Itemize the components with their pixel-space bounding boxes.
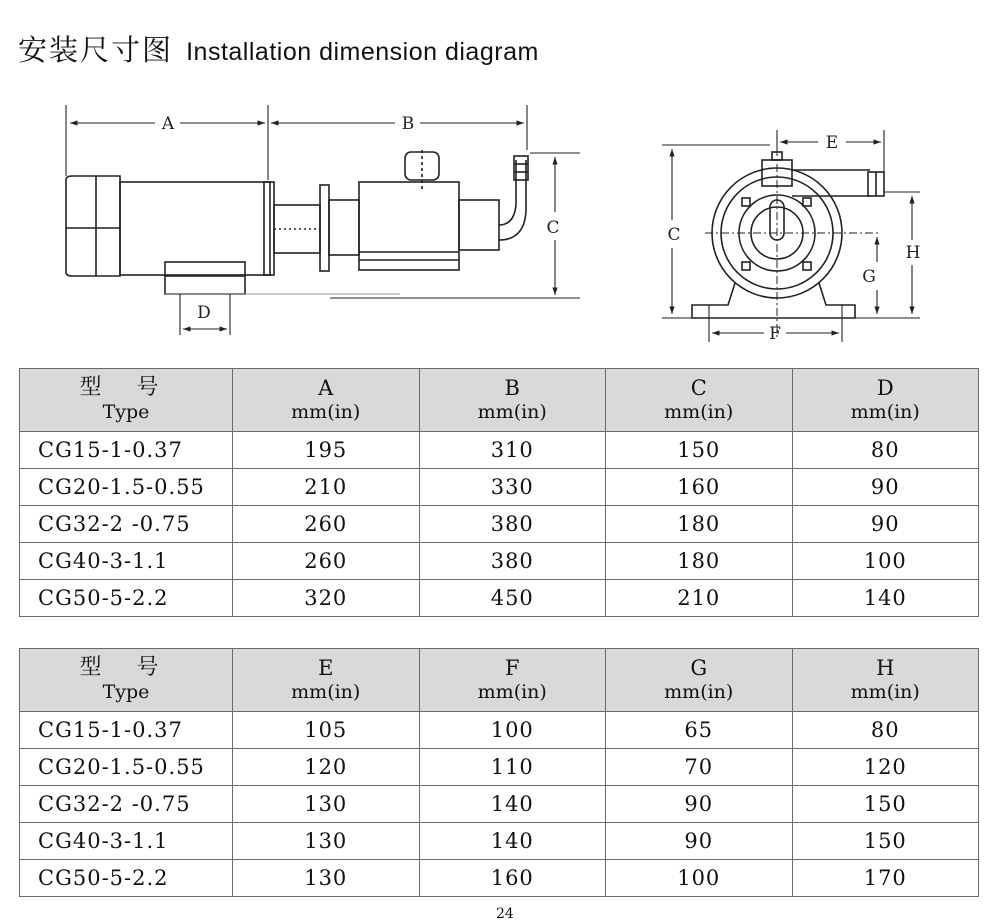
dim-label-b: B	[401, 114, 415, 134]
table-row	[20, 543, 979, 580]
header-unit: mm(in)	[291, 681, 361, 703]
cell-value: 260	[233, 543, 420, 580]
dim-label-e: E	[825, 133, 839, 153]
header-col: C	[690, 376, 707, 400]
installation-diagram	[0, 0, 1000, 360]
table-row	[20, 860, 979, 897]
side-view-dimensions	[66, 105, 580, 335]
header-unit: mm(in)	[664, 401, 734, 423]
cell-value: 180	[606, 543, 793, 580]
cell-model: CG20-1.5-0.55	[20, 749, 233, 786]
cell-value: 120	[233, 749, 420, 786]
cell-value: 380	[419, 506, 606, 543]
dim-label-c-side: C	[546, 218, 560, 238]
cell-model: CG32-2 -0.75	[20, 786, 233, 823]
header-c	[606, 369, 793, 432]
header-g	[606, 649, 793, 712]
table-row	[20, 580, 979, 617]
title-english: Installation dimension diagram	[186, 38, 539, 66]
cell-value: 160	[419, 860, 606, 897]
cell-value: 180	[606, 506, 793, 543]
cell-value: 260	[233, 506, 420, 543]
table-header-row	[20, 649, 979, 712]
table-row	[20, 823, 979, 860]
cell-value: 195	[233, 432, 420, 469]
header-type	[20, 649, 233, 712]
header-h	[792, 649, 979, 712]
pump-front-view	[692, 148, 884, 340]
table-row	[20, 469, 979, 506]
header-unit: mm(in)	[477, 681, 547, 703]
header-col: E	[318, 656, 334, 680]
header-unit: mm(in)	[477, 401, 547, 423]
cell-value: 80	[792, 712, 979, 749]
header-col: A	[318, 376, 334, 400]
header-col: F	[504, 656, 520, 680]
header-type-en: Type	[102, 401, 150, 423]
dimension-table-a-d	[19, 368, 979, 617]
table-row	[20, 506, 979, 543]
table-row	[20, 712, 979, 749]
cell-value: 210	[606, 580, 793, 617]
front-view-dimensions	[662, 130, 920, 342]
cell-value: 100	[606, 860, 793, 897]
header-unit: mm(in)	[664, 681, 734, 703]
cell-value: 90	[606, 786, 793, 823]
cell-value: 150	[606, 432, 793, 469]
cell-value: 100	[419, 712, 606, 749]
dimension-table-e-h	[19, 648, 979, 897]
cell-value: 320	[233, 580, 420, 617]
cell-model: CG15-1-0.37	[20, 432, 233, 469]
header-a	[233, 369, 420, 432]
cell-value: 90	[792, 469, 979, 506]
cell-value: 120	[792, 749, 979, 786]
header-unit: mm(in)	[850, 401, 920, 423]
cell-value: 450	[419, 580, 606, 617]
cell-value: 140	[419, 786, 606, 823]
cell-model: CG50-5-2.2	[20, 860, 233, 897]
cell-value: 130	[233, 823, 420, 860]
header-unit: mm(in)	[850, 681, 920, 703]
pump-side-view	[66, 150, 528, 294]
header-col: G	[690, 656, 708, 680]
cell-value: 90	[792, 506, 979, 543]
cell-value: 150	[792, 823, 979, 860]
cell-model: CG40-3-1.1	[20, 823, 233, 860]
table-row	[20, 432, 979, 469]
header-type	[20, 369, 233, 432]
page-number: 24	[496, 906, 514, 922]
header-unit: mm(in)	[291, 401, 361, 423]
cell-value: 90	[606, 823, 793, 860]
cell-value: 170	[792, 860, 979, 897]
header-col: H	[876, 656, 895, 680]
title-chinese: 安装尺寸图	[18, 33, 174, 67]
table-row	[20, 749, 979, 786]
header-f	[419, 649, 606, 712]
cell-value: 210	[233, 469, 420, 506]
header-col: B	[504, 376, 520, 400]
cell-value: 80	[792, 432, 979, 469]
cell-value: 160	[606, 469, 793, 506]
cell-value: 65	[606, 712, 793, 749]
cell-model: CG40-3-1.1	[20, 543, 233, 580]
header-d	[792, 369, 979, 432]
cell-value: 140	[792, 580, 979, 617]
cell-value: 130	[233, 860, 420, 897]
cell-value: 100	[792, 543, 979, 580]
cell-model: CG32-2 -0.75	[20, 506, 233, 543]
dim-label-c-front: C	[667, 225, 681, 245]
cell-value: 130	[233, 786, 420, 823]
cell-value: 140	[419, 823, 606, 860]
cell-value: 330	[419, 469, 606, 506]
dim-label-f: F	[769, 324, 781, 344]
cell-value: 105	[233, 712, 420, 749]
header-col: D	[876, 376, 894, 400]
header-b	[419, 369, 606, 432]
cell-model: CG15-1-0.37	[20, 712, 233, 749]
header-type-zh: 型 号	[79, 655, 173, 680]
dim-label-g: G	[862, 267, 876, 287]
cell-model: CG50-5-2.2	[20, 580, 233, 617]
cell-value: 110	[419, 749, 606, 786]
header-e	[233, 649, 420, 712]
dim-label-h: H	[905, 243, 921, 263]
cell-value: 310	[419, 432, 606, 469]
cell-value: 150	[792, 786, 979, 823]
table-row	[20, 786, 979, 823]
cell-value: 70	[606, 749, 793, 786]
header-type-zh: 型 号	[79, 375, 173, 400]
dim-label-d: D	[197, 303, 211, 323]
table-header-row	[20, 369, 979, 432]
dim-label-a: A	[161, 114, 175, 134]
header-type-en: Type	[102, 681, 150, 703]
cell-model: CG20-1.5-0.55	[20, 469, 233, 506]
cell-value: 380	[419, 543, 606, 580]
